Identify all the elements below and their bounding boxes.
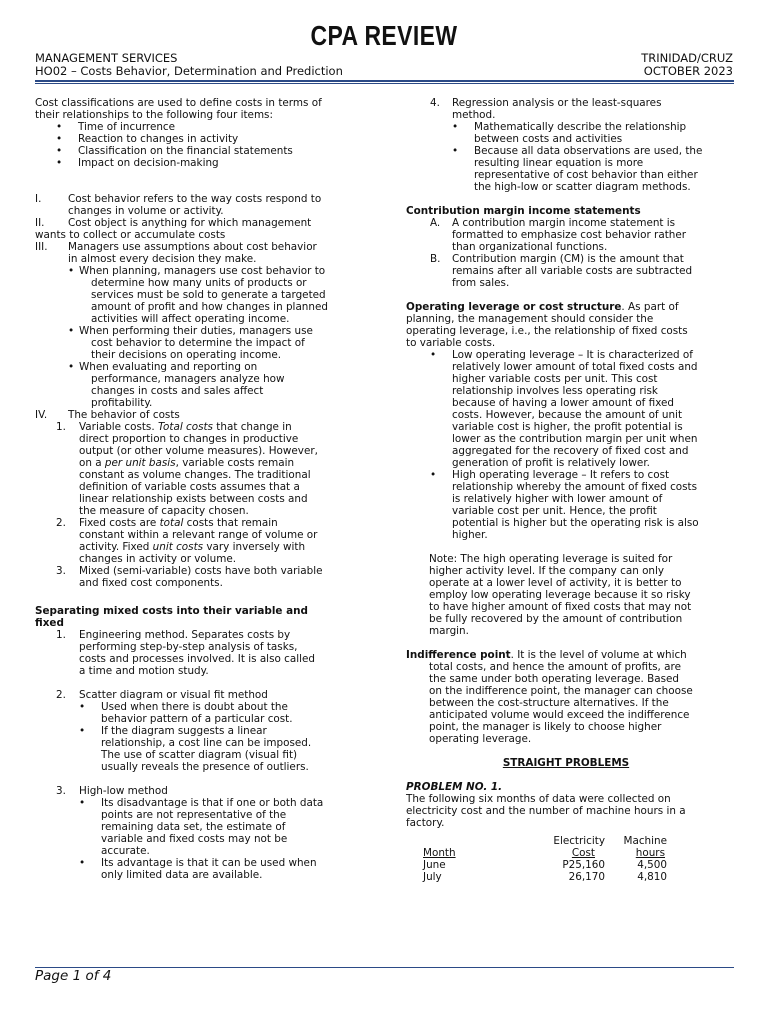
list-item <box>35 857 347 869</box>
list-item-text: remaining data set, the estimate of <box>101 821 286 833</box>
problem-text: The following six months of data were collected on <box>406 793 671 805</box>
section-text: Cost object is anything for which management <box>68 217 312 229</box>
item-text: from sales. <box>452 277 510 289</box>
left-column <box>35 97 347 881</box>
item-text: Mixed (semi-variable) costs have both variable <box>79 565 323 577</box>
four-items-list <box>35 121 347 169</box>
item-text: performing step-by-step analysis of tasks, <box>79 641 298 653</box>
list-item-text: Because all data observations are used, the <box>474 145 703 157</box>
bullet-icon: • <box>68 265 75 277</box>
high-low-method-item <box>35 785 347 797</box>
list-item-text: Its advantage is that it can be used when <box>101 857 317 869</box>
list-item-text: Low operating leverage – It is characterized of <box>452 349 693 361</box>
section-heading: fixed <box>35 617 64 629</box>
bullet-icon: • <box>430 469 437 481</box>
item-text: A contribution margin income statement is <box>452 217 676 229</box>
section-text: in almost every decision they make. <box>68 253 257 265</box>
cpa-review-logo: CPA REVIEW <box>310 20 458 51</box>
para-text: . As part of <box>621 301 679 313</box>
column-header: Electricity <box>553 835 605 847</box>
list-item-text: variable and fixed costs may not be <box>101 833 288 845</box>
item-number: 2. <box>56 689 66 701</box>
bullet-icon: • <box>452 145 459 157</box>
list-item <box>35 701 347 713</box>
list-item-text: activities will affect operating income. <box>91 313 290 325</box>
bullet-icon: • <box>79 797 86 809</box>
list-item-text: variable cost per unit. Hence, the profit <box>452 505 657 517</box>
list-item <box>406 349 730 361</box>
section-behavior-of-costs <box>35 409 347 421</box>
header-rule-thin <box>35 83 734 84</box>
bullet-icon: • <box>56 133 63 145</box>
item-text: and fixed cost components. <box>79 577 223 589</box>
fixed-costs-item <box>35 517 347 529</box>
list-item-text: When performing their duties, managers use <box>79 325 313 337</box>
item-text: Fixed costs are <box>79 517 160 529</box>
bullet-icon: • <box>56 145 63 157</box>
para-text: total costs, and hence the amount of profits, are <box>429 661 681 673</box>
note-text: operate at a lower level of activity, it is better to <box>429 577 682 589</box>
list-item-text: higher variable costs per unit. This cost <box>452 373 658 385</box>
item-text-italic: Total costs <box>157 421 213 433</box>
column-header: Month <box>423 847 456 859</box>
list-item-text: determine how many units of products or <box>91 277 307 289</box>
header-rule <box>35 80 734 82</box>
item-text: a time and motion study. <box>79 665 209 677</box>
note-block <box>406 553 730 637</box>
cm-item-b <box>406 253 730 265</box>
list-item-text: between costs and activities <box>474 133 623 145</box>
section-heading: Separating mixed costs into their variable and <box>35 605 308 617</box>
table-header-row <box>423 847 667 859</box>
para-text: anticipated volume would exceed the indifference <box>429 709 690 721</box>
section-number: I. <box>35 193 42 205</box>
date: OCTOBER 2023 <box>643 64 733 78</box>
item-text-italic: per unit basis <box>104 457 176 469</box>
section-heading: Indifference point <box>406 649 511 661</box>
item-text: remains after all variable costs are subtracted <box>452 265 693 277</box>
electricity-data-table <box>423 835 667 883</box>
item-number: 1. <box>56 421 66 433</box>
list-item-text: Its disadvantage is that if one or both data <box>101 797 324 809</box>
bullet-icon: • <box>79 701 86 713</box>
bullet-icon: • <box>56 121 63 133</box>
list-item-text: costs. However, because the amount of unit <box>452 409 683 421</box>
list-item-text: Time of incurrence <box>78 121 176 133</box>
para-text: operating leverage. <box>429 733 532 745</box>
item-text: method. <box>452 109 496 121</box>
para-text: on the indifference point, the manager can choose <box>429 685 693 697</box>
section-assumptions <box>35 241 347 253</box>
section-heading: Contribution margin income statements <box>406 205 641 217</box>
item-number: 2. <box>56 517 66 529</box>
item-text: costs that remain <box>183 517 278 529</box>
list-item-text: The use of scatter diagram (visual fit) <box>101 749 298 761</box>
list-item-text: amount of profit and how changes in planned <box>91 301 328 313</box>
item-text: constant as volume changes. The traditional <box>79 469 311 481</box>
list-item-text: variable cost is higher, the profit potential is <box>452 421 683 433</box>
item-text: the measure of capacity chosen. <box>79 505 249 517</box>
cell-hours: 4,810 <box>637 871 667 883</box>
list-item-text: lower as the contribution margin per unit when <box>452 433 698 445</box>
list-item <box>35 157 347 169</box>
list-item <box>35 145 347 157</box>
table-row <box>423 871 667 883</box>
bullet-icon: • <box>79 725 86 737</box>
column-header: Cost <box>571 847 595 859</box>
bullet-icon: • <box>452 121 459 133</box>
list-item-text: potential is higher but the operating risk is also <box>452 517 699 529</box>
bullet-icon: • <box>79 857 86 869</box>
para-text: between the cost-structure alternatives. If the <box>429 697 669 709</box>
intro-line: their relationships to the following four items: <box>35 109 273 121</box>
list-item-text: higher. <box>452 529 488 541</box>
list-item-text: performance, managers analyze how <box>91 373 285 385</box>
item-text: Engineering method. Separates costs by <box>79 629 291 641</box>
list-item <box>35 265 347 277</box>
item-text: , variable costs remain <box>175 457 295 469</box>
item-text: costs and processes involved. It is also called <box>79 653 315 665</box>
item-text: formatted to emphasize cost behavior rather <box>452 229 687 241</box>
item-text: vary inversely with <box>203 541 306 553</box>
item-letter: A. <box>430 217 441 229</box>
item-text: than organizational functions. <box>452 241 608 253</box>
item-text: Regression analysis or the least-squares <box>452 97 662 109</box>
subject-title: MANAGEMENT SERVICES <box>35 51 178 65</box>
list-item-text: When planning, managers use cost behavior to <box>79 265 326 277</box>
list-item-text: representative of cost behavior than either <box>474 169 698 181</box>
item-text: constant within a relevant range of volume or <box>79 529 318 541</box>
section-number: II. <box>35 217 45 229</box>
straight-problems-heading: STRAIGHT PROBLEMS <box>502 757 630 769</box>
table-row <box>423 859 667 871</box>
list-item <box>35 725 347 737</box>
list-item-text: cost behavior to determine the impact of <box>91 337 305 349</box>
note-text: to have higher amount of fixed costs that may not <box>429 601 692 613</box>
list-item-text: High operating leverage – It refers to cost <box>452 469 670 481</box>
note-text: margin. <box>429 625 469 637</box>
list-item-text: changes in costs and sales affect <box>91 385 264 397</box>
item-text: High-low method <box>79 785 168 797</box>
item-text: that change in <box>212 421 292 433</box>
table-header-row <box>423 835 667 847</box>
item-text <box>35 541 347 553</box>
section-text: changes in volume or activity. <box>68 205 224 217</box>
item-text: direct proportion to changes in productive <box>79 433 299 445</box>
bullet-icon: • <box>430 349 437 361</box>
item-text: Variable costs. <box>79 421 158 433</box>
section-text: wants to collect or accumulate costs <box>35 229 226 241</box>
cell-month: June <box>423 859 446 871</box>
column-header: hours <box>635 847 665 859</box>
note-text: higher activity level. If the company can only <box>429 565 665 577</box>
para-text: to variable costs. <box>406 337 496 349</box>
section-cost-object <box>35 217 347 229</box>
list-item-text: relationship whereby the amount of fixed costs <box>452 481 698 493</box>
list-item-text: relationship, a cost line can be imposed. <box>101 737 312 749</box>
item-text-italic: unit costs <box>152 541 204 553</box>
item-text: activity. Fixed <box>79 541 153 553</box>
section-cost-behavior <box>35 193 347 205</box>
variable-costs-item <box>35 421 347 433</box>
right-column <box>406 97 730 895</box>
item-number: 1. <box>56 629 66 641</box>
intro-line: Cost classifications are used to define costs in terms of <box>35 97 322 109</box>
list-item <box>35 797 347 809</box>
scatter-method-item <box>35 689 347 701</box>
authors: TRINIDAD/CRUZ <box>641 51 733 65</box>
item-text: Scatter diagram or visual fit method <box>79 689 268 701</box>
item-text-italic: total <box>159 517 184 529</box>
para-text: point, the manager is likely to choose higher <box>429 721 662 733</box>
note-text: employ low operating leverage because it so risky <box>429 589 691 601</box>
list-item <box>35 133 347 145</box>
section-text: Managers use assumptions about cost behavior <box>68 241 317 253</box>
list-item-text: generation of profit is relatively lower. <box>452 457 650 469</box>
list-item-text: is relatively higher with lower amount of <box>452 493 663 505</box>
list-item-text: because of having a lower amount of fixed <box>452 397 675 409</box>
bullet-icon: • <box>68 361 75 373</box>
cell-hours: 4,500 <box>637 859 667 871</box>
list-item <box>35 361 347 373</box>
list-item-text: usually reveals the presence of outliers. <box>101 761 309 773</box>
list-item-text: relationship involves less operating risk <box>452 385 658 397</box>
list-item-text: profitability. <box>91 397 153 409</box>
item-text <box>35 457 347 469</box>
list-item-text: only limited data are available. <box>101 869 263 881</box>
regression-method-item <box>406 97 730 109</box>
footer-rule <box>35 967 734 968</box>
cm-item-a <box>406 217 730 229</box>
column-header: Machine <box>623 835 667 847</box>
para-text: the same under both operating leverage. Based <box>429 673 679 685</box>
cell-month: July <box>423 871 442 883</box>
list-item-text: Used when there is doubt about the <box>101 701 288 713</box>
header-right <box>641 52 733 78</box>
list-item-text: relatively lower amount of total fixed costs and <box>452 361 698 373</box>
list-item-text: services must be sold to generate a targeted <box>91 289 326 301</box>
operating-leverage-para <box>406 301 730 313</box>
item-text: on a <box>79 457 105 469</box>
item-text: Contribution margin (CM) is the amount that <box>452 253 684 265</box>
list-item-text: points are not representative of the <box>101 809 287 821</box>
section-text: Cost behavior refers to the way costs respond to <box>68 193 322 205</box>
problem-text: electricity cost and the number of machine hours in a <box>406 805 686 817</box>
problem-heading: PROBLEM NO. 1. <box>406 781 503 793</box>
section-heading: Operating leverage or cost structure <box>406 301 622 313</box>
list-item-text: Mathematically describe the relationship <box>474 121 687 133</box>
list-item-text: their decisions on operating income. <box>91 349 282 361</box>
list-item-text: Classification on the financial statements <box>78 145 293 157</box>
list-item-text: Impact on decision-making <box>78 157 219 169</box>
note-text: be fully recovered by the amount of contribution <box>429 613 683 625</box>
list-item-text: behavior pattern of a particular cost. <box>101 713 293 725</box>
list-item <box>35 325 347 337</box>
list-item-text: aggregated for the recovery of fixed cost and <box>452 445 689 457</box>
para-text: operating leverage, i.e., the relationship of fixed costs <box>406 325 688 337</box>
engineering-method-item <box>35 629 347 641</box>
item-number: 3. <box>56 785 66 797</box>
data-table-wrap <box>406 835 730 895</box>
note-text: Note: The high operating leverage is suited for <box>429 553 673 565</box>
page-number: Page 1 of 4 <box>35 968 112 984</box>
cell-cost: 26,170 <box>568 871 605 883</box>
item-text: definition of variable costs assumes that a <box>79 481 300 493</box>
section-number: III. <box>35 241 48 253</box>
para-text: . It is the level of volume at which <box>510 649 687 661</box>
indifference-point-para <box>406 649 730 661</box>
list-item-text: resulting linear equation is more <box>474 157 644 169</box>
list-item-text: accurate. <box>101 845 150 857</box>
section-text: The behavior of costs <box>68 409 180 421</box>
handout-title: HO02 – Costs Behavior, Determination and Prediction <box>35 64 343 78</box>
list-item-text: the high-low or scatter diagram methods. <box>474 181 691 193</box>
section-number: IV. <box>35 409 48 421</box>
problem-text: factory. <box>406 817 445 829</box>
para-text: planning, the management should consider the <box>406 313 654 325</box>
mixed-costs-item <box>35 565 347 577</box>
bullet-icon: • <box>56 157 63 169</box>
item-text: changes in activity or volume. <box>79 553 237 565</box>
item-number: 4. <box>430 97 440 109</box>
header-left <box>35 52 343 78</box>
list-item <box>406 145 730 157</box>
list-item <box>406 469 730 481</box>
item-letter: B. <box>430 253 441 265</box>
item-text: linear relationship exists between costs and <box>79 493 308 505</box>
list-item-text: Reaction to changes in activity <box>78 133 239 145</box>
bullet-icon: • <box>68 325 75 337</box>
list-item <box>406 121 730 133</box>
cell-cost: P25,160 <box>562 859 605 871</box>
list-item-text: If the diagram suggests a linear <box>101 725 267 737</box>
item-number: 3. <box>56 565 66 577</box>
list-item <box>35 121 347 133</box>
item-text: output (or other volume measures). However, <box>79 445 318 457</box>
list-item-text: When evaluating and reporting on <box>79 361 258 373</box>
